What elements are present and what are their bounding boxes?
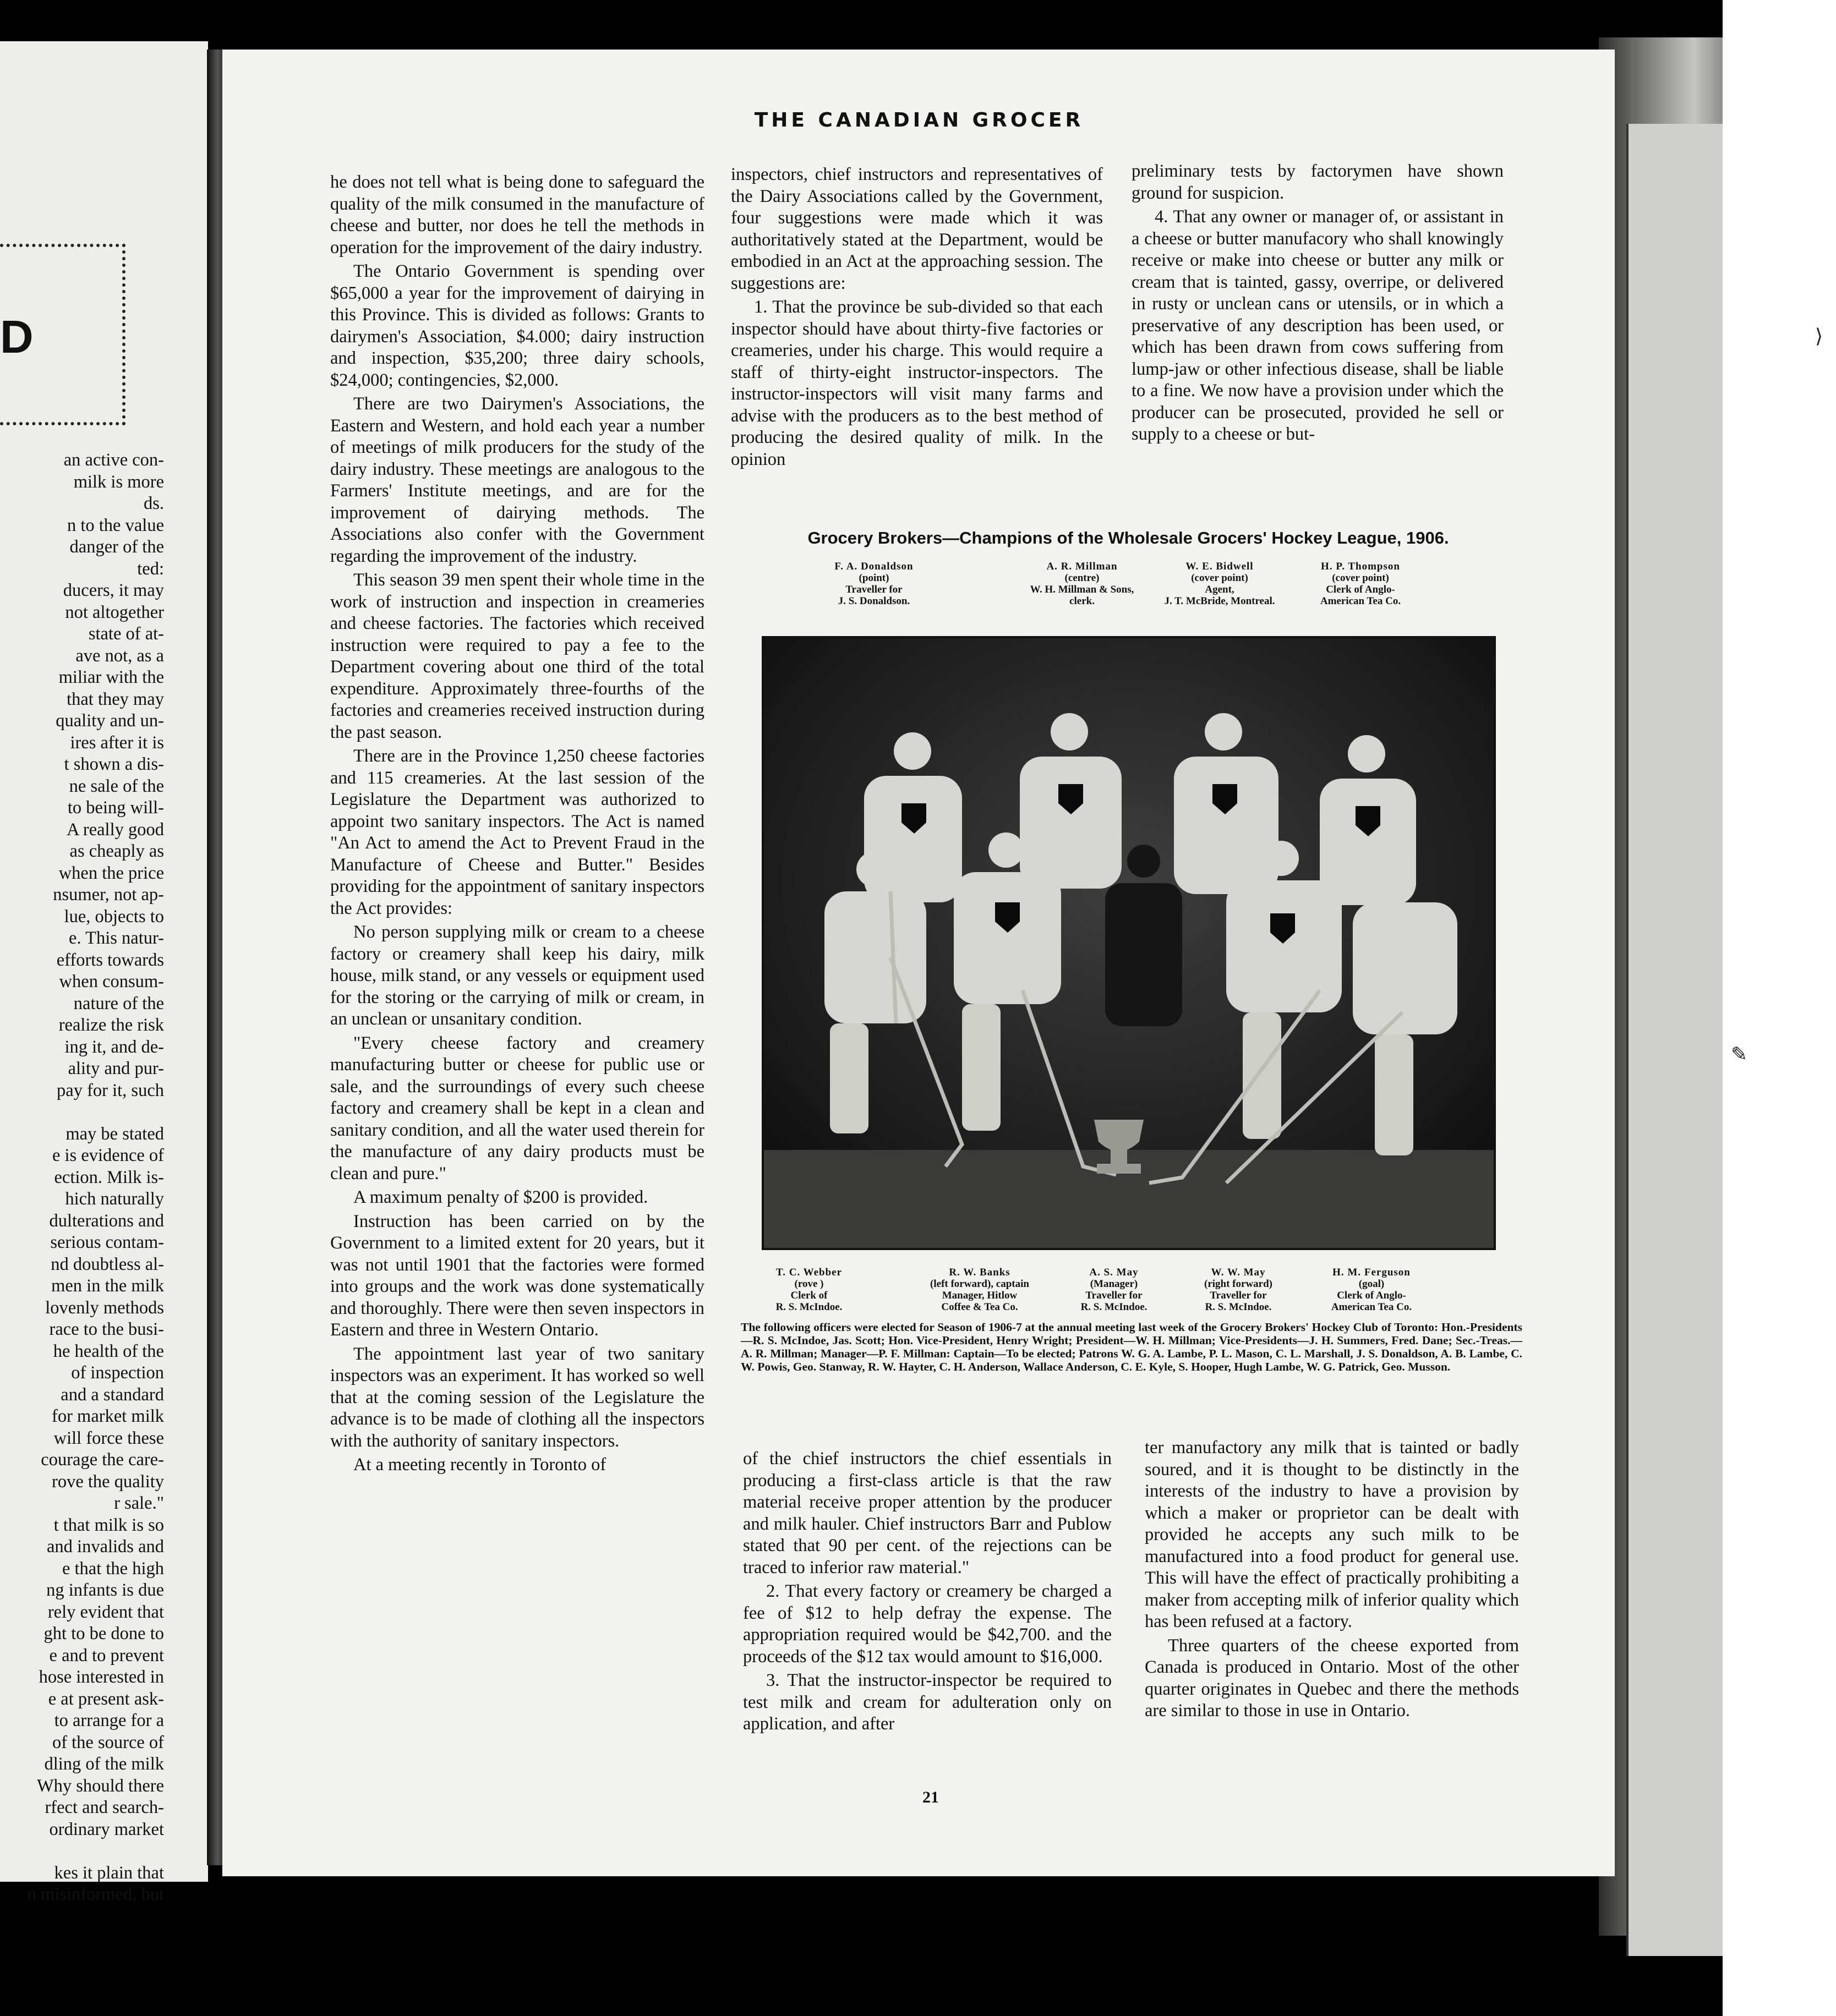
player-role: Clerk of Anglo- xyxy=(1337,1290,1406,1301)
paragraph: inspectors, chief instructors and representatives of the Dairy Associations called by the Government, four suggestions were made which it was authoritatively stated at the Department, would be embodied in an Act at the approaching session. The suggestions are: xyxy=(731,165,1103,293)
left-page-line: t that milk is so xyxy=(53,1515,164,1535)
player-role: Clerk of xyxy=(790,1290,828,1301)
left-page-line: of the source of xyxy=(52,1732,164,1752)
left-page-line xyxy=(0,1102,164,1124)
player-caption xyxy=(1048,1267,1180,1313)
paragraph: 4. That any owner or manager of, or assistant in a cheese or butter manufacory who shall knowingly receive or make into cheese or butter any milk or cream that is tainted, gassy, overripe, or delivered in rusty or unclean cans or utensils, or in which a preservative of any description has been used, or which has been drawn from cows suffering from lump-jaw or other infectious disease, shall be liable to a fine. We now have a provision under which the producer can be prosecuted, provided he sell or supply to a cheese or but- xyxy=(1132,207,1504,444)
left-page-line: ection. Milk is- xyxy=(54,1167,164,1187)
photo-caption-title: Grocery Brokers—Champions of the Wholesale Grocers' Hockey League, 1906. xyxy=(807,528,1449,547)
player-role: American Tea Co. xyxy=(1320,595,1401,607)
left-page-line: nd doubtless al- xyxy=(51,1254,164,1274)
left-page-line: hose interested in xyxy=(39,1667,164,1687)
paragraph: No person supplying milk or cream to a cheese factory or creamery shall keep his dairy, milk house, milk stand, or any vessels or equipment used for the storing or the carrying of milk or cream, in an unclean or unsanitary condition. xyxy=(330,922,704,1029)
left-page-line: ds. xyxy=(143,494,164,513)
left-page-line: ght to be done to xyxy=(43,1624,164,1644)
player-caption xyxy=(1154,561,1286,607)
player-caption xyxy=(743,1267,875,1313)
player-caption xyxy=(914,1267,1046,1313)
left-page-line: ave not, as a xyxy=(75,645,164,666)
paragraph: 3. That the instructor-inspector be required to test milk and cream for adulteration only on application, and after xyxy=(743,1670,1112,1734)
paragraph: he does not tell what is being done to safeguard the quality of the milk consumed in the manufacture of cheese and butter, nor does he tell the methods in operation for the improvement of the dairy industry. xyxy=(330,172,704,258)
article-column-3 xyxy=(1132,161,1504,446)
player-role: (centre) xyxy=(1064,572,1100,584)
player-role: (cover point) xyxy=(1191,572,1248,584)
officers-paragraph: The following officers were elected for Season of 1906-7 at the annual meeting last week of the Grocery Brokers' Hockey Club of Toronto: Hon.-Presidents—R. S. McIndoe, Jas. Scott; Hon. Vice-President, Henry Wright; President—W. H. Millman; Vice-Presidents—J. H. Summers, Fred. Dane; Sec.-Treas.—A. R. Millman; Manager—P. F. Millman: Captain—To be elected; Patrons W. G. A. Lambe, P. L. Mason, C. L. Marshall, J. S. Donaldson, A. B. Lambe, C. W. Powis, Geo. Stanway, R. W. Hayter, C. H. Anderson, Wallace Anderson, C. E. Kyle, S. Hooper, Hugh Lambe, W. G. Patrick, Geo. Musson. xyxy=(741,1321,1522,1373)
player-name: A. R. Millman xyxy=(1046,561,1118,572)
team-photo-image xyxy=(764,638,1494,1248)
player-name: H. M. Ferguson xyxy=(1332,1267,1411,1278)
left-page-line: that they may xyxy=(67,689,164,709)
player-name: H. P. Thompson xyxy=(1321,561,1400,572)
left-page-line: when the price xyxy=(58,863,164,883)
player-role: Clerk of Anglo- xyxy=(1326,584,1395,595)
left-page-line: and invalids and xyxy=(46,1537,164,1557)
paragraph: of the chief instructors the chief essentials in producing a first-class article is that the raw material receive proper attention by the producer and milk hauler. Chief instructors Barr and Publow stated that 90 per cent. of the rejections can be traced to inferior raw material." xyxy=(743,1449,1112,1577)
left-page-line: to being will- xyxy=(67,798,164,818)
left-page-text xyxy=(0,450,164,1906)
margin-mark: ✎ xyxy=(1731,1043,1748,1065)
left-page xyxy=(0,41,208,1904)
left-page-line: nature of the xyxy=(73,993,164,1014)
player-name: W. W. May xyxy=(1211,1267,1266,1278)
player-role: Coffee & Tea Co. xyxy=(941,1301,1018,1313)
player-role: (Manager) xyxy=(1090,1278,1138,1290)
paragraph: 2. That every factory or creamery be charged a fee of $12 to help defray the expense. The appropriation required would be $42,700. and the proceeds of the $12 tax would amount to $16,000. xyxy=(743,1581,1112,1667)
left-page-line: rove the quality xyxy=(52,1471,164,1492)
player-role: R. S. McIndoe. xyxy=(1205,1301,1272,1313)
left-page-line: ted: xyxy=(137,558,164,579)
player-role: Traveller for xyxy=(1210,1290,1267,1301)
left-page-line: n misinformed, but xyxy=(27,1884,164,1904)
page-number: 21 xyxy=(922,1788,939,1806)
paragraph: Three quarters of the cheese exported from Canada is produced in Ontario. Most of the other quarter originates in Quebec and there the methods are similar to those in use in Ontario. xyxy=(1145,1635,1519,1721)
player-name: W. E. Bidwell xyxy=(1185,561,1254,572)
left-page-line: state of at- xyxy=(88,624,164,644)
player-caption xyxy=(1172,1267,1304,1313)
player-role: (point) xyxy=(859,572,889,584)
paragraph: ter manufactory any milk that is tainted or badly soured, and it is thought to be distinctly in the interests of the industry to have a provision by which a maker or proprietor can be dealt with provided he accepts any such milk to be manufactured into a food product for general use. This will have the effect of practically prohibiting a maker from accepting milk of inferior quality which has been refused at a factory. xyxy=(1145,1438,1519,1631)
player-role: (goal) xyxy=(1358,1278,1385,1290)
left-page-line: ducers, it may xyxy=(63,580,164,600)
left-page-line: rfect and search- xyxy=(45,1798,164,1817)
left-page-line: will force these xyxy=(53,1428,164,1448)
player-role: (left forward), captain xyxy=(930,1278,1029,1290)
left-page-line: quality and un- xyxy=(56,711,164,731)
left-page-line: ires after it is xyxy=(70,732,164,753)
left-page-line: kes it plain that xyxy=(54,1862,164,1883)
left-page-line: for market milk xyxy=(52,1406,164,1426)
left-page-line: men in the milk xyxy=(51,1276,164,1296)
left-page-line: milk is more xyxy=(73,472,164,492)
player-role: J. T. McBride, Montreal. xyxy=(1164,595,1275,607)
left-page-line: A really good xyxy=(67,819,164,840)
left-page-line: race to the busi- xyxy=(49,1319,164,1339)
player-name: A. S. May xyxy=(1089,1267,1139,1278)
team-photograph xyxy=(762,636,1496,1250)
paragraph: There are in the Province 1,250 cheese factories and 115 creameries. At the last session of the Legislature the Department was authorized to appoint two sanitary inspectors. The Act is named "An Act to amend the Act to Prevent Fraud in the Manufacture of Cheese and Butter." Besides providing for the appointment of sanitary inspectors the Act provides: xyxy=(330,746,704,918)
left-page-line: ne sale of the xyxy=(69,776,164,796)
left-page-line: miliar with the xyxy=(58,667,164,687)
left-page-line: may be stated xyxy=(65,1124,164,1144)
left-page-line: Why should there xyxy=(36,1776,164,1796)
left-page-line: lue, objects to xyxy=(64,906,164,927)
left-page-line: danger of the xyxy=(69,537,164,557)
left-page-line: e that the high xyxy=(62,1558,164,1579)
player-role: (cover point) xyxy=(1332,572,1389,584)
player-caption xyxy=(1016,561,1148,607)
player-caption xyxy=(1294,561,1427,607)
paragraph: The Ontario Government is spending over $65,000 a year for the improvement of dairying in this Province. This is divided as follows: Grants to dairymen's Association, $4.000; dairy instruction and inspection, $35,200; three dairy schools, $24,000; contingencies, $2,000. xyxy=(330,261,704,390)
player-role: R. S. McIndoe. xyxy=(1080,1301,1148,1313)
player-role: American Tea Co. xyxy=(1331,1301,1412,1313)
article-column-1 xyxy=(330,172,704,1476)
left-page-line: of inspection xyxy=(71,1363,164,1383)
left-page-line: dling of the milk xyxy=(44,1754,164,1774)
left-page-line: n to the value xyxy=(67,515,164,535)
paragraph: Instruction has been carried on by the Government to a limited extent for 20 years, but it was not until 1901 that the factories were formed into groups and the work was done systematically and thoroughly. There were then seven inspectors in Eastern and three in Western Ontario. xyxy=(330,1211,704,1340)
player-role: clerk. xyxy=(1069,595,1095,607)
left-page-line: r sale." xyxy=(114,1493,164,1513)
left-page-line: pay for it, such xyxy=(57,1080,164,1100)
paragraph: There are two Dairymen's Associations, the Eastern and Western, and hold each year a number of meetings of milk producers for the study of the dairy industry. These meetings are analogous to the Farmers' Institute meetings, and are for the improvement of dairying methods. The Associations also confer with the Government regarding the improvement of the industry. xyxy=(330,394,704,566)
left-page-line: e. This natur- xyxy=(69,928,164,948)
decorative-letter: D xyxy=(0,311,34,363)
paragraph: preliminary tests by factorymen have shown ground for suspicion. xyxy=(1132,161,1504,203)
player-role: J. S. Donaldson. xyxy=(838,595,910,607)
player-role: R. S. McIndoe. xyxy=(775,1301,843,1313)
paragraph: "Every cheese factory and creamery manufacturing butter or cheese for public use or sale, and the surroundings of every such cheese factory and creamery shall be kept in a clean and sanitary condition, and all the water used therein for the manufacture of any dairy products must be clean and pure." xyxy=(330,1033,704,1184)
left-page-line: not altogether xyxy=(65,602,164,622)
left-page-line: and a standard xyxy=(61,1384,164,1405)
player-role: Traveller for xyxy=(1085,1290,1143,1301)
left-page-line: as cheaply as xyxy=(69,841,164,861)
player-role: Manager, Hitlow xyxy=(942,1290,1018,1301)
masthead: THE CANADIAN GROCER xyxy=(754,109,1084,132)
paragraph: At a meeting recently in Toronto of xyxy=(353,1455,606,1475)
paragraph: The appointment last year of two sanitary inspectors was an experiment. It has worked so well that at the coming session of the Legislature the advance is to be made of clothing all the inspectors with the authority of sanitary inspectors. xyxy=(330,1344,704,1451)
left-page-line: rely evident that xyxy=(47,1602,164,1622)
left-page-line: when consum- xyxy=(59,972,164,991)
left-page-line: e and to prevent xyxy=(49,1645,164,1666)
left-page-line: ing it, and de- xyxy=(64,1037,164,1057)
left-page-line: hich naturally xyxy=(65,1189,164,1209)
left-page-line: ordinary market xyxy=(49,1819,164,1839)
player-name: R. W. Banks xyxy=(949,1267,1010,1278)
player-caption xyxy=(1305,1267,1438,1313)
player-role: Traveller for xyxy=(845,584,903,595)
left-page-line: ality and pur- xyxy=(68,1059,164,1078)
article-column-2 xyxy=(731,164,1103,470)
scan-margin xyxy=(1723,0,1836,2016)
left-page-line: he health of the xyxy=(53,1341,164,1361)
player-name: T. C. Webber xyxy=(775,1267,843,1278)
left-page-line: serious contam- xyxy=(50,1232,164,1252)
left-page-line: realize the risk xyxy=(58,1015,164,1035)
paragraph: This season 39 men spent their whole time in the work of instruction and inspection in creameries and cheese factories. The factories which received instruction were required to pay a fee to the Department covering about one third of the total expenditure. Approximately three-fourths of the factories and creameries received instruction during the past season. xyxy=(330,570,704,742)
left-page-line: ng infants is due xyxy=(46,1580,164,1600)
player-role: Agent, xyxy=(1205,584,1234,595)
player-role: (rove ) xyxy=(794,1278,824,1290)
paragraph: A maximum penalty of $200 is provided. xyxy=(353,1187,648,1207)
left-page-line: to arrange for a xyxy=(54,1711,164,1730)
player-caption xyxy=(808,561,940,607)
article-column-3-continued xyxy=(1145,1437,1519,1722)
left-page-line: an active con- xyxy=(63,450,164,470)
left-page-line: nsumer, not ap- xyxy=(53,885,164,905)
left-page-line: courage the care- xyxy=(41,1450,164,1470)
left-page-line xyxy=(0,1840,164,1862)
left-page-line: e at present ask- xyxy=(48,1689,164,1709)
left-page-line: dulterations and xyxy=(49,1210,164,1231)
left-page-line: t shown a dis- xyxy=(64,754,164,774)
left-page-line: efforts towards xyxy=(56,950,164,970)
article-column-2-continued xyxy=(743,1448,1112,1735)
player-role: W. H. Millman & Sons, xyxy=(1030,584,1134,595)
margin-mark: ⟩ xyxy=(1815,325,1823,347)
player-role: (right forward) xyxy=(1204,1278,1272,1290)
paragraph: 1. That the province be sub-divided so that each inspector should have about thirty-five factories or creameries, under his charge. This would require a staff of thirty-eight instructor-inspectors. The instructor-inspectors will visit many farms and advise with the producers as to the best method of producing the desired quality of milk. In the opinion xyxy=(731,297,1103,469)
left-page-line: lovenly methods xyxy=(45,1297,164,1318)
left-page-line: e is evidence of xyxy=(52,1146,164,1165)
player-name: F. A. Donaldson xyxy=(834,561,914,572)
